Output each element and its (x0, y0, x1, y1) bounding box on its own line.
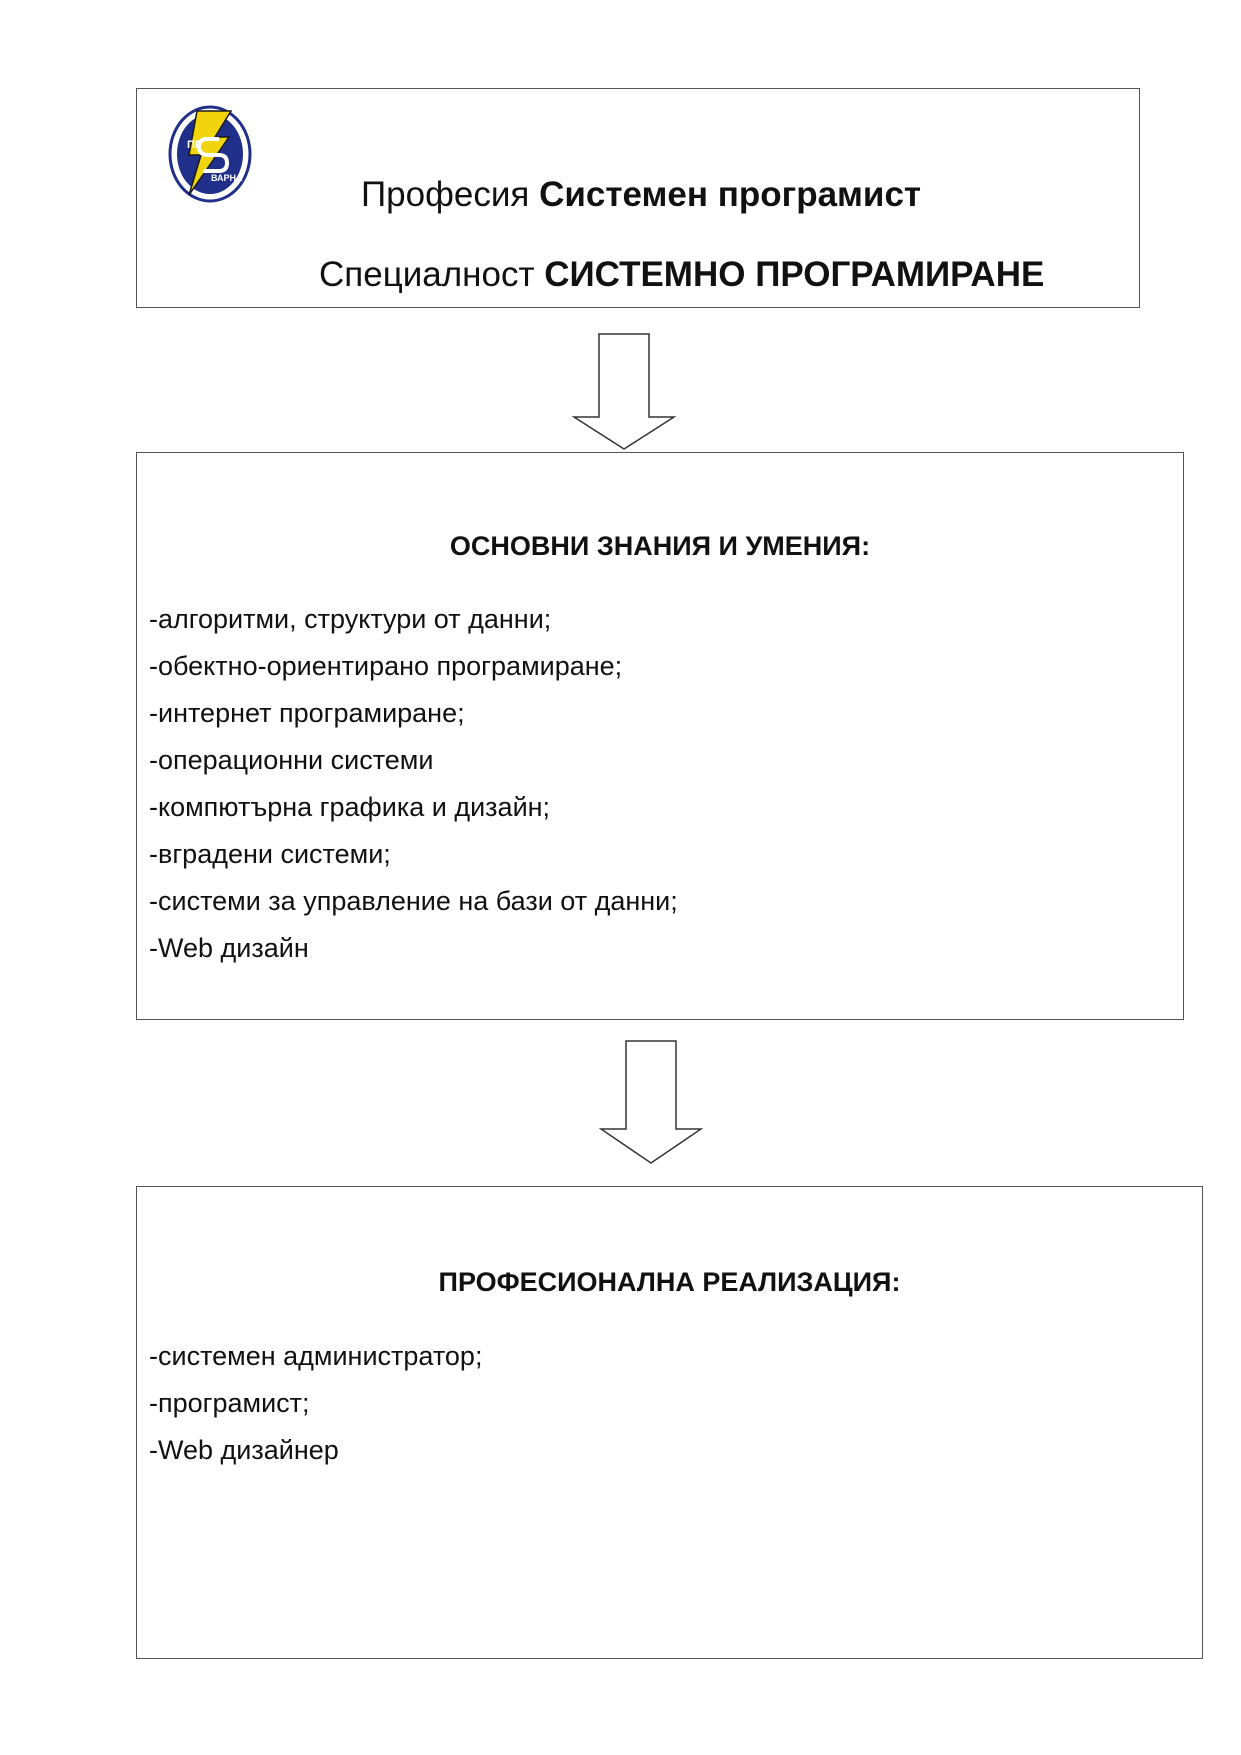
skills-list (149, 596, 678, 972)
career-list (149, 1333, 482, 1474)
list-item: -компютърна графика и дизайн; (149, 792, 551, 822)
list-item: -интернет програмиране; (149, 698, 465, 728)
list-item: -обектно-ориентирано програмиране; (149, 651, 623, 681)
list-item: -системи за управление на бази от данни; (149, 886, 678, 916)
career-heading: ПРОФЕСИОНАЛНА РЕАЛИЗАЦИЯ: (438, 1267, 901, 1297)
list-item: -системен администратор; (149, 1341, 483, 1371)
list-item: -операционни системи (149, 745, 434, 775)
list-item: -вградени системи; (149, 839, 391, 869)
down-arrow-icon (572, 333, 676, 451)
list-item: -Web дизайн (149, 933, 309, 963)
specialty-label: Специалност (319, 255, 535, 294)
list-item: -алгоритми, структури от данни; (149, 604, 552, 634)
profession-value: Системен програмист (539, 175, 922, 214)
school-logo-icon (167, 103, 253, 203)
skills-heading: ОСНОВНИ ЗНАНИЯ И УМЕНИЯ: (449, 531, 871, 561)
list-item: -програмист; (149, 1388, 310, 1418)
career-box (136, 1186, 1203, 1659)
list-item: -Web дизайнер (149, 1435, 339, 1465)
skills-box (136, 452, 1184, 1020)
header-box (136, 88, 1140, 308)
profession-label: Професия (361, 175, 530, 214)
profession-line (361, 177, 921, 212)
specialty-value: СИСТЕМНО ПРОГРАМИРАНЕ (544, 255, 1045, 294)
specialty-line (319, 257, 1044, 292)
logo-bottom-text: ВАРНА (211, 173, 243, 183)
logo-top-text: ПГ (187, 139, 202, 151)
down-arrow-icon (599, 1040, 703, 1165)
